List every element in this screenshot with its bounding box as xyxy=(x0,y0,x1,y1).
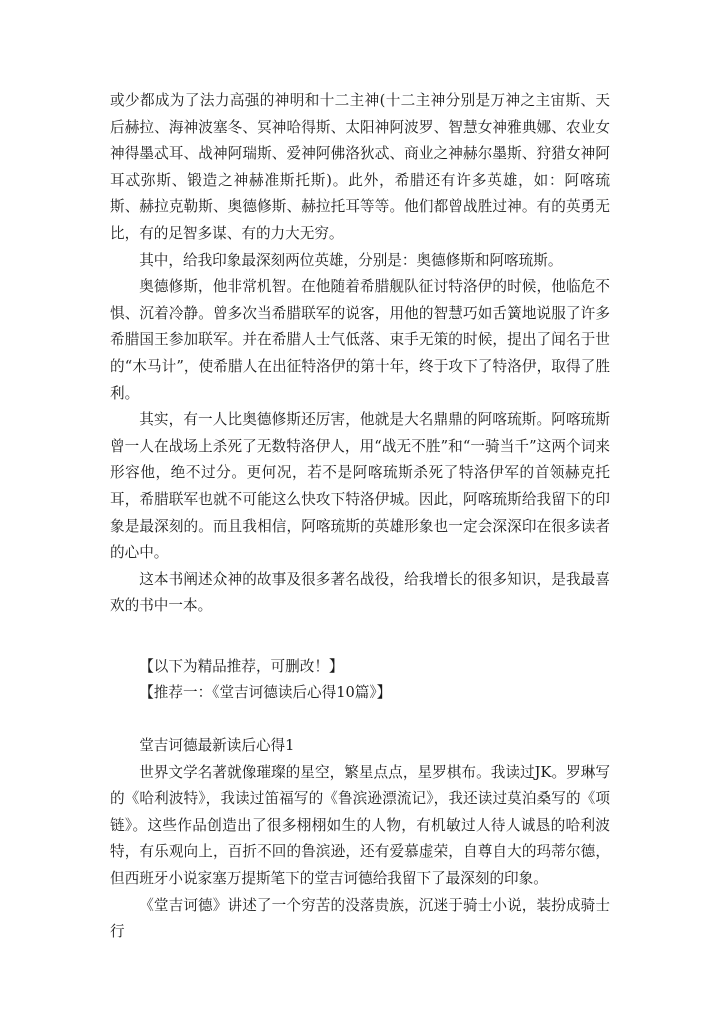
document-body xyxy=(110,88,610,946)
recommend-title: 【推荐一：《堂吉诃德读后心得10篇》】 xyxy=(139,684,392,702)
paragraph-gods-list: 或少都成为了法力高强的神明和十二主神(十二主神分别是万神之主宙斯、天后赫拉、海神波塞冬、冥神哈得斯、太阳神阿波罗、智慧女神雅典娜、农业女神得墨忒耳、战神阿瑞斯、爱神阿佛洛狄忒、商业之神赫尔墨斯、狩猎女神阿耳忒弥斯、锻造之神赫准斯托斯)。此外，希腊还有许多英雄，如：阿喀琉斯、赫拉克勒斯、奥德修斯、赫拉托耳等等。他们都曾战胜过神。有的英勇无比，有的足智多谋、有的力大无穷。 xyxy=(110,92,610,242)
spacer xyxy=(110,707,610,733)
paragraph-odysseus: 奥德修斯，他非常机智。在他随着希腊舰队征讨特洛伊的时候，他临危不惧、沉着冷静。曾多次当希腊联军的说客，用他的智慧巧如舌簧地说服了许多希腊国王参加联军。并在希腊人士气低落、束手无策的时候，提出了闻名于世的“木马计”，使希腊人在出征特洛伊的第十年，终于攻下了特洛伊，取得了胜利。 xyxy=(110,278,610,402)
recommend-notice: 【以下为精品推荐，可删改！】 xyxy=(139,657,344,675)
paragraph-don-quixote: 《堂吉诃德》讲述了一个穷苦的没落贵族，沉迷于骑士小说，装扮成骑士行 xyxy=(110,896,610,941)
paragraph-achilles: 其实，有一人比奥德修斯还厉害，他就是大名鼎鼎的阿喀琉斯。阿喀琉斯曾一人在战场上杀死了无数特洛伊人，用“战无不胜”和“一骑当千”这两个词来形容他，绝不过分。更何况，若不是阿喀琉斯杀死了特洛伊军的首领赫克托耳，希腊联军也就不可能这么快攻下特洛伊城。因此，阿喀琉斯给我留下的印象是最深刻的。而且我相信，阿喀琉斯的英雄形象也一定会深深印在很多读者的心中。 xyxy=(110,411,610,562)
spacer xyxy=(110,620,610,654)
paragraph-two-heroes: 其中，给我印象最深刻两位英雄，分别是：奥德修斯和阿喀琉斯。 xyxy=(139,251,563,269)
section-heading: 堂吉诃德最新读后心得1 xyxy=(139,737,295,755)
paragraph-conclusion: 这本书阐述众神的故事及很多著名战役，给我增长的很多知识，是我最喜欢的书中一本。 xyxy=(110,570,610,615)
paragraph-world-literature: 世界文学名著就像璀璨的星空，繁星点点，星罗棋布。我读过JK。罗琳写的《哈利波特》，我读过笛福写的《鲁滨逊漂流记》，我还读过莫泊桑写的《项链》。这些作品创造出了很多栩栩如生的人物，有机敏过人待人诚恳的哈利波特，有乐观向上，百折不回的鲁滨逊，还有爱慕虚荣，自尊自大的玛蒂尔德，但西班牙小说家塞万提斯笔下的堂吉诃德给我留下了最深刻的印象。 xyxy=(110,763,610,888)
